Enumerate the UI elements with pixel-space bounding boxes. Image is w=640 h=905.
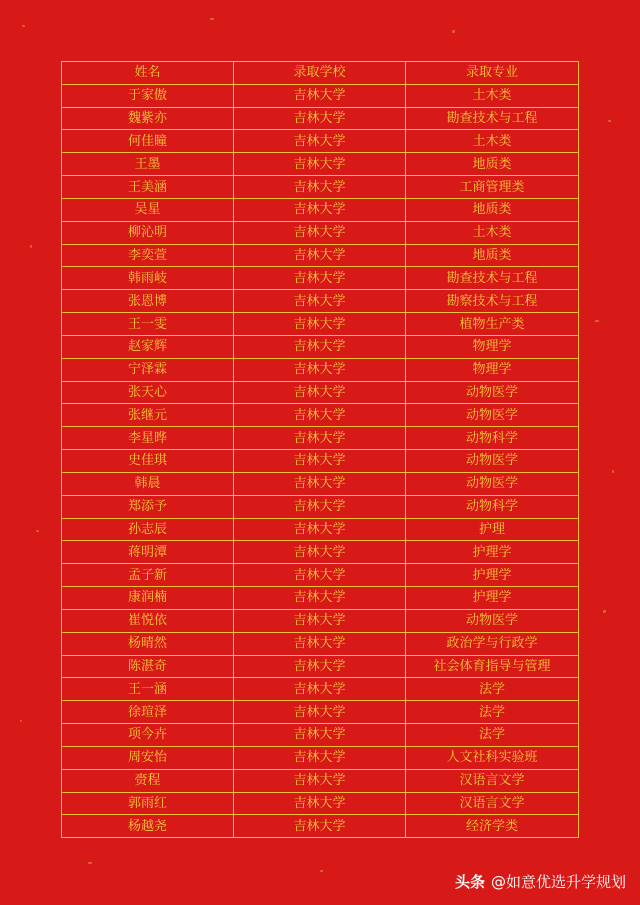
table-row bbox=[62, 518, 579, 541]
cell-name: 李奕萱 bbox=[62, 244, 234, 267]
cell-school: 吉林大学 bbox=[234, 290, 406, 313]
cell-major: 土木类 bbox=[406, 221, 579, 244]
cell-major: 物理学 bbox=[406, 358, 579, 381]
cell-name: 史佳琪 bbox=[62, 450, 234, 473]
cell-name: 郑添予 bbox=[62, 495, 234, 518]
table-row bbox=[62, 267, 579, 290]
cell-major: 护理学 bbox=[406, 541, 579, 564]
cell-major: 汉语言文学 bbox=[406, 792, 579, 815]
cell-major: 动物医学 bbox=[406, 381, 579, 404]
table-row bbox=[62, 609, 579, 632]
paper-speck bbox=[603, 610, 606, 613]
cell-school: 吉林大学 bbox=[234, 678, 406, 701]
cell-major: 动物医学 bbox=[406, 472, 579, 495]
table-row bbox=[62, 84, 579, 107]
cell-name: 韩雨岐 bbox=[62, 267, 234, 290]
table-row bbox=[62, 176, 579, 199]
cell-school: 吉林大学 bbox=[234, 541, 406, 564]
cell-name: 宁泽霖 bbox=[62, 358, 234, 381]
table-row bbox=[62, 427, 579, 450]
cell-name: 赍程 bbox=[62, 769, 234, 792]
cell-school: 吉林大学 bbox=[234, 587, 406, 610]
table-row bbox=[62, 495, 579, 518]
cell-major: 政治学与行政学 bbox=[406, 632, 579, 655]
cell-name: 韩晨 bbox=[62, 472, 234, 495]
cell-name: 张继元 bbox=[62, 404, 234, 427]
table-row bbox=[62, 198, 579, 221]
table-row bbox=[62, 450, 579, 473]
table-row bbox=[62, 290, 579, 313]
header-row bbox=[62, 62, 579, 85]
cell-major: 动物科学 bbox=[406, 495, 579, 518]
table-row bbox=[62, 632, 579, 655]
cell-name: 赵家辉 bbox=[62, 335, 234, 358]
cell-school: 吉林大学 bbox=[234, 472, 406, 495]
admission-table-body bbox=[62, 84, 579, 837]
paper-speck bbox=[452, 30, 455, 33]
cell-name: 孙志辰 bbox=[62, 518, 234, 541]
cell-name: 柳沁明 bbox=[62, 221, 234, 244]
cell-name: 张恩博 bbox=[62, 290, 234, 313]
column-header-major: 录取专业 bbox=[406, 62, 579, 85]
cell-school: 吉林大学 bbox=[234, 107, 406, 130]
cell-name: 魏紫亦 bbox=[62, 107, 234, 130]
cell-name: 王一涵 bbox=[62, 678, 234, 701]
cell-name: 李星晔 bbox=[62, 427, 234, 450]
cell-name: 张天心 bbox=[62, 381, 234, 404]
paper-speck bbox=[88, 862, 92, 864]
paper-speck bbox=[595, 320, 599, 322]
cell-school: 吉林大学 bbox=[234, 221, 406, 244]
cell-name: 康润楠 bbox=[62, 587, 234, 610]
cell-school: 吉林大学 bbox=[234, 609, 406, 632]
table-row bbox=[62, 244, 579, 267]
cell-school: 吉林大学 bbox=[234, 176, 406, 199]
table-row bbox=[62, 381, 579, 404]
table-row bbox=[62, 153, 579, 176]
cell-name: 王一雯 bbox=[62, 313, 234, 336]
table-row bbox=[62, 472, 579, 495]
cell-major: 动物医学 bbox=[406, 404, 579, 427]
cell-major: 法学 bbox=[406, 678, 579, 701]
cell-school: 吉林大学 bbox=[234, 655, 406, 678]
admission-table-container bbox=[61, 61, 578, 838]
cell-name: 王美涵 bbox=[62, 176, 234, 199]
paper-speck bbox=[30, 245, 32, 248]
cell-name: 蒋明潭 bbox=[62, 541, 234, 564]
cell-school: 吉林大学 bbox=[234, 815, 406, 838]
paper-speck bbox=[36, 530, 39, 532]
cell-major: 动物科学 bbox=[406, 427, 579, 450]
table-row bbox=[62, 130, 579, 153]
cell-school: 吉林大学 bbox=[234, 746, 406, 769]
cell-name: 王墨 bbox=[62, 153, 234, 176]
cell-name: 项今卉 bbox=[62, 724, 234, 747]
cell-major: 汉语言文学 bbox=[406, 769, 579, 792]
cell-school: 吉林大学 bbox=[234, 792, 406, 815]
cell-school: 吉林大学 bbox=[234, 724, 406, 747]
table-row bbox=[62, 701, 579, 724]
table-row bbox=[62, 221, 579, 244]
table-row bbox=[62, 746, 579, 769]
table-row bbox=[62, 358, 579, 381]
paper-speck bbox=[612, 470, 614, 473]
cell-school: 吉林大学 bbox=[234, 632, 406, 655]
admission-table bbox=[61, 61, 579, 838]
cell-school: 吉林大学 bbox=[234, 404, 406, 427]
paper-speck bbox=[210, 18, 214, 20]
cell-name: 杨晴然 bbox=[62, 632, 234, 655]
cell-major: 经济学类 bbox=[406, 815, 579, 838]
cell-school: 吉林大学 bbox=[234, 701, 406, 724]
paper-speck bbox=[20, 720, 22, 722]
cell-major: 勘查技术与工程 bbox=[406, 107, 579, 130]
cell-major: 地质类 bbox=[406, 153, 579, 176]
cell-major: 物理学 bbox=[406, 335, 579, 358]
cell-name: 徐瑄泽 bbox=[62, 701, 234, 724]
table-row bbox=[62, 769, 579, 792]
cell-name: 崔悦依 bbox=[62, 609, 234, 632]
column-header-name: 姓名 bbox=[62, 62, 234, 85]
cell-major: 人文社科实验班 bbox=[406, 746, 579, 769]
table-row bbox=[62, 541, 579, 564]
cell-major: 地质类 bbox=[406, 198, 579, 221]
cell-school: 吉林大学 bbox=[234, 495, 406, 518]
table-row bbox=[62, 107, 579, 130]
watermark bbox=[455, 873, 626, 891]
paper-speck bbox=[22, 25, 25, 27]
cell-name: 于家傲 bbox=[62, 84, 234, 107]
cell-name: 杨越尧 bbox=[62, 815, 234, 838]
cell-major: 法学 bbox=[406, 701, 579, 724]
cell-school: 吉林大学 bbox=[234, 358, 406, 381]
cell-school: 吉林大学 bbox=[234, 244, 406, 267]
paper-speck bbox=[608, 120, 611, 122]
cell-school: 吉林大学 bbox=[234, 427, 406, 450]
cell-school: 吉林大学 bbox=[234, 84, 406, 107]
table-row bbox=[62, 404, 579, 427]
table-row bbox=[62, 678, 579, 701]
cell-major: 社会体育指导与管理 bbox=[406, 655, 579, 678]
cell-major: 护理 bbox=[406, 518, 579, 541]
cell-major: 勘察技术与工程 bbox=[406, 290, 579, 313]
table-row bbox=[62, 792, 579, 815]
paper-speck bbox=[320, 870, 323, 872]
admission-table-header bbox=[62, 62, 579, 85]
watermark-brand: 头条 bbox=[454, 873, 485, 891]
cell-major: 法学 bbox=[406, 724, 579, 747]
cell-major: 护理学 bbox=[406, 564, 579, 587]
cell-school: 吉林大学 bbox=[234, 313, 406, 336]
cell-school: 吉林大学 bbox=[234, 564, 406, 587]
table-row bbox=[62, 815, 579, 838]
cell-school: 吉林大学 bbox=[234, 335, 406, 358]
cell-major: 植物生产类 bbox=[406, 313, 579, 336]
cell-school: 吉林大学 bbox=[234, 769, 406, 792]
cell-school: 吉林大学 bbox=[234, 450, 406, 473]
column-header-school: 录取学校 bbox=[234, 62, 406, 85]
cell-major: 护理学 bbox=[406, 587, 579, 610]
table-row bbox=[62, 313, 579, 336]
cell-school: 吉林大学 bbox=[234, 381, 406, 404]
cell-name: 何佳瞳 bbox=[62, 130, 234, 153]
table-row bbox=[62, 587, 579, 610]
cell-school: 吉林大学 bbox=[234, 130, 406, 153]
cell-major: 动物医学 bbox=[406, 609, 579, 632]
cell-major: 土木类 bbox=[406, 130, 579, 153]
cell-major: 工商管理类 bbox=[406, 176, 579, 199]
cell-school: 吉林大学 bbox=[234, 267, 406, 290]
cell-major: 动物医学 bbox=[406, 450, 579, 473]
cell-major: 土木类 bbox=[406, 84, 579, 107]
cell-name: 孟子新 bbox=[62, 564, 234, 587]
table-row bbox=[62, 564, 579, 587]
cell-name: 吴星 bbox=[62, 198, 234, 221]
watermark-account: @如意优选升学规划 bbox=[490, 873, 626, 891]
cell-school: 吉林大学 bbox=[234, 198, 406, 221]
table-row bbox=[62, 724, 579, 747]
cell-name: 郭雨红 bbox=[62, 792, 234, 815]
cell-major: 勘查技术与工程 bbox=[406, 267, 579, 290]
cell-name: 周安怡 bbox=[62, 746, 234, 769]
cell-school: 吉林大学 bbox=[234, 518, 406, 541]
table-row bbox=[62, 335, 579, 358]
cell-major: 地质类 bbox=[406, 244, 579, 267]
table-row bbox=[62, 655, 579, 678]
cell-name: 陈湛奇 bbox=[62, 655, 234, 678]
cell-school: 吉林大学 bbox=[234, 153, 406, 176]
